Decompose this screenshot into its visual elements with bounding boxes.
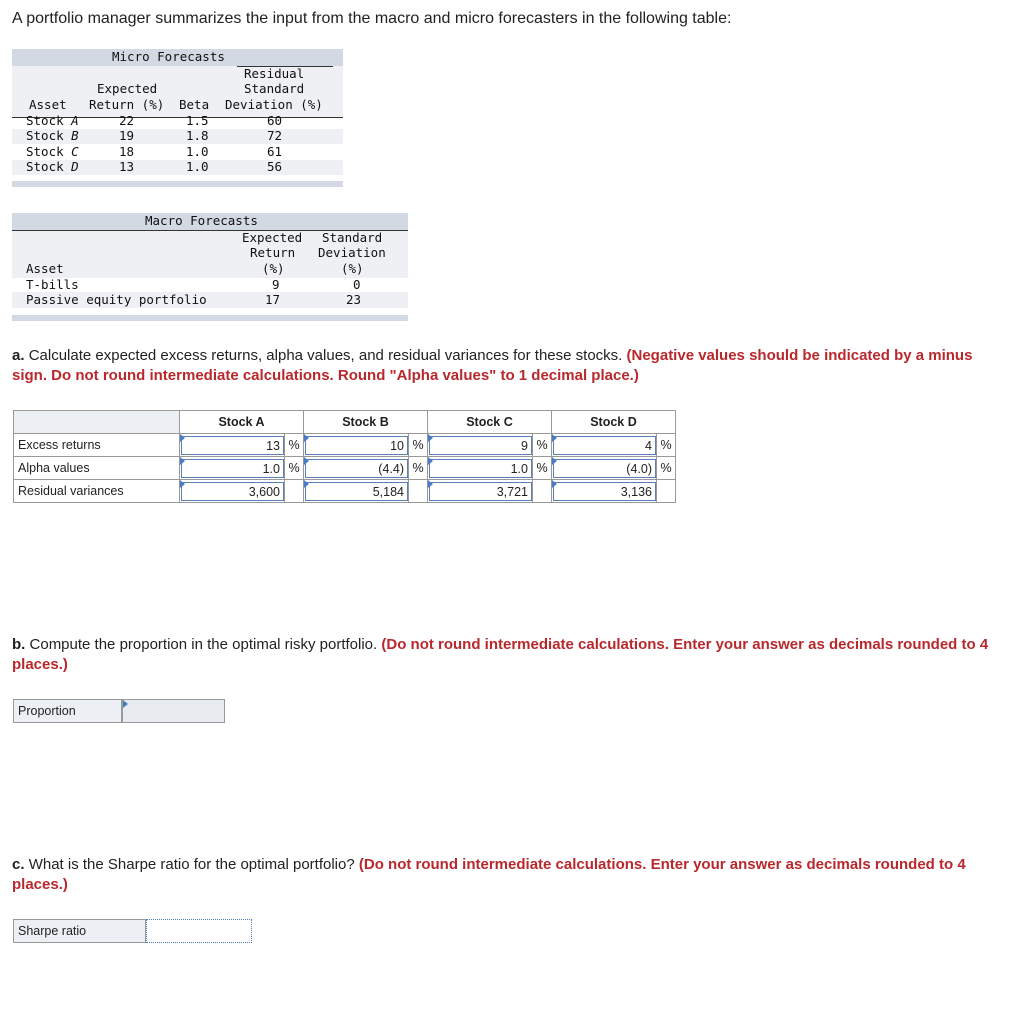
micro-header-res-3: Deviation (%) xyxy=(225,97,323,112)
excess-return-input-stock-c[interactable]: 9 xyxy=(429,436,532,455)
unit-label xyxy=(532,480,551,502)
unit-label: % xyxy=(656,434,675,456)
micro-header-exp-1: Expected xyxy=(97,81,158,96)
unit-label xyxy=(284,480,303,502)
column-header-stock-d: Stock D xyxy=(552,411,676,434)
sharpe-ratio-row xyxy=(13,919,252,943)
micro-row-sd: 56 xyxy=(267,159,283,174)
micro-row-asset: Stock C xyxy=(26,144,79,159)
macro-row-return: 9 xyxy=(272,277,280,292)
micro-header-exp-2: Return (%) xyxy=(89,97,165,112)
micro-header-res-2: Standard xyxy=(244,81,305,96)
flag-icon xyxy=(428,434,433,442)
row-label: Alpha values xyxy=(14,457,180,480)
unit-label: % xyxy=(532,434,551,456)
unit-label: % xyxy=(408,434,427,456)
macro-header-sd-2: Deviation xyxy=(318,245,386,260)
macro-header-asset: Asset xyxy=(26,261,64,276)
flag-icon xyxy=(304,457,309,465)
flag-icon xyxy=(304,480,309,488)
sharpe-ratio-label: Sharpe ratio xyxy=(13,919,146,943)
question-a-label: a. xyxy=(12,347,25,364)
question-b-instruction: (Do not round intermediate calculations. Enter your answer as decimals rounded to 4 places.) xyxy=(12,636,989,673)
macro-row-sd: 0 xyxy=(353,277,361,292)
row-alpha-values xyxy=(14,457,676,480)
excess-return-input-stock-d[interactable]: 4 xyxy=(553,436,656,455)
residual-variance-input-stock-a[interactable]: 3,600 xyxy=(181,482,284,501)
macro-header-er-1: Expected xyxy=(242,230,303,245)
micro-title: Micro Forecasts xyxy=(112,49,225,64)
proportion-row xyxy=(13,699,225,723)
micro-row-sd: 60 xyxy=(267,113,283,128)
row-excess-returns xyxy=(14,434,676,457)
micro-row-return: 22 xyxy=(119,113,135,128)
micro-row-asset: Stock A xyxy=(26,113,79,128)
excess-return-input-stock-a[interactable]: 13 xyxy=(181,436,284,455)
flag-icon xyxy=(428,457,433,465)
answer-table xyxy=(13,410,676,503)
column-header-stock-c: Stock C xyxy=(428,411,552,434)
macro-header-er-3: (%) xyxy=(262,261,285,276)
micro-row-asset: Stock D xyxy=(26,159,79,174)
macro-title: Macro Forecasts xyxy=(145,213,258,228)
flag-icon xyxy=(552,457,557,465)
unit-label: % xyxy=(656,457,675,479)
macro-forecasts-table xyxy=(12,213,408,321)
micro-row-beta: 1.0 xyxy=(186,144,209,159)
question-a-instruction: (Negative values should be indicated by a minus sign. Do not round intermediate calculations. Round "Alpha values" to 1 decimal place.) xyxy=(12,347,973,384)
micro-header-asset: Asset xyxy=(29,97,67,112)
unit-label xyxy=(656,480,675,502)
alpha-input-stock-b[interactable]: (4.4) xyxy=(305,459,408,478)
macro-row-asset: T-bills xyxy=(26,277,79,292)
flag-icon xyxy=(428,480,433,488)
residual-variance-input-stock-b[interactable]: 5,184 xyxy=(305,482,408,501)
micro-row-return: 13 xyxy=(119,159,135,174)
question-b-text: Compute the proportion in the optimal risky portfolio. xyxy=(29,636,378,653)
micro-row-asset: Stock B xyxy=(26,128,79,143)
alpha-input-stock-a[interactable]: 1.0 xyxy=(181,459,284,478)
micro-header-res-1: Residual xyxy=(244,66,305,81)
flag-icon xyxy=(180,480,185,488)
residual-variance-input-stock-c[interactable]: 3,721 xyxy=(429,482,532,501)
column-header-stock-b: Stock B xyxy=(304,411,428,434)
question-c xyxy=(12,855,1002,895)
proportion-input[interactable] xyxy=(122,699,225,723)
macro-header-er-2: Return xyxy=(250,245,296,260)
flag-icon xyxy=(304,434,309,442)
flag-icon xyxy=(180,457,185,465)
question-a-text: Calculate expected excess returns, alpha values, and residual variances for these stocks. xyxy=(28,347,623,364)
micro-forecasts-table xyxy=(12,49,343,188)
flag-icon xyxy=(552,434,557,442)
alpha-input-stock-d[interactable]: (4.0) xyxy=(553,459,656,478)
unit-label: % xyxy=(284,434,303,456)
unit-label xyxy=(408,480,427,502)
macro-header-sd-1: Standard xyxy=(322,230,383,245)
micro-row-return: 19 xyxy=(119,128,135,143)
question-b-label: b. xyxy=(12,636,26,653)
column-header-stock-a: Stock A xyxy=(180,411,304,434)
row-label: Residual variances xyxy=(14,480,180,503)
intro-text: A portfolio manager summarizes the input from the macro and micro forecasters in the following table: xyxy=(12,10,732,27)
micro-header-beta: Beta xyxy=(179,97,210,112)
micro-row-sd: 61 xyxy=(267,144,283,159)
flag-icon xyxy=(180,434,185,442)
flag-icon xyxy=(552,480,557,488)
residual-variance-input-stock-d[interactable]: 3,136 xyxy=(553,482,656,501)
macro-row-sd: 23 xyxy=(346,292,362,307)
answer-table-corner xyxy=(14,411,180,434)
flag-icon xyxy=(123,700,128,708)
micro-row-beta: 1.8 xyxy=(186,128,209,143)
macro-row-return: 17 xyxy=(265,292,281,307)
alpha-input-stock-c[interactable]: 1.0 xyxy=(429,459,532,478)
unit-label: % xyxy=(408,457,427,479)
micro-row-sd: 72 xyxy=(267,128,283,143)
sharpe-ratio-input[interactable] xyxy=(146,919,252,943)
proportion-label: Proportion xyxy=(13,699,122,723)
question-b xyxy=(12,635,1002,675)
unit-label: % xyxy=(532,457,551,479)
row-residual-variances xyxy=(14,480,676,503)
question-a xyxy=(12,346,1002,386)
macro-header-sd-3: (%) xyxy=(341,261,364,276)
question-c-instruction: (Do not round intermediate calculations. Enter your answer as decimals rounded to 4 places.) xyxy=(12,856,966,893)
excess-return-input-stock-b[interactable]: 10 xyxy=(305,436,408,455)
micro-row-beta: 1.0 xyxy=(186,159,209,174)
row-label: Excess returns xyxy=(14,434,180,457)
question-c-label: c. xyxy=(12,856,25,873)
unit-label: % xyxy=(284,457,303,479)
macro-row-asset: Passive equity portfolio xyxy=(26,292,207,307)
question-c-text: What is the Sharpe ratio for the optimal portfolio? xyxy=(28,856,355,873)
micro-row-beta: 1.5 xyxy=(186,113,209,128)
micro-row-return: 18 xyxy=(119,144,135,159)
